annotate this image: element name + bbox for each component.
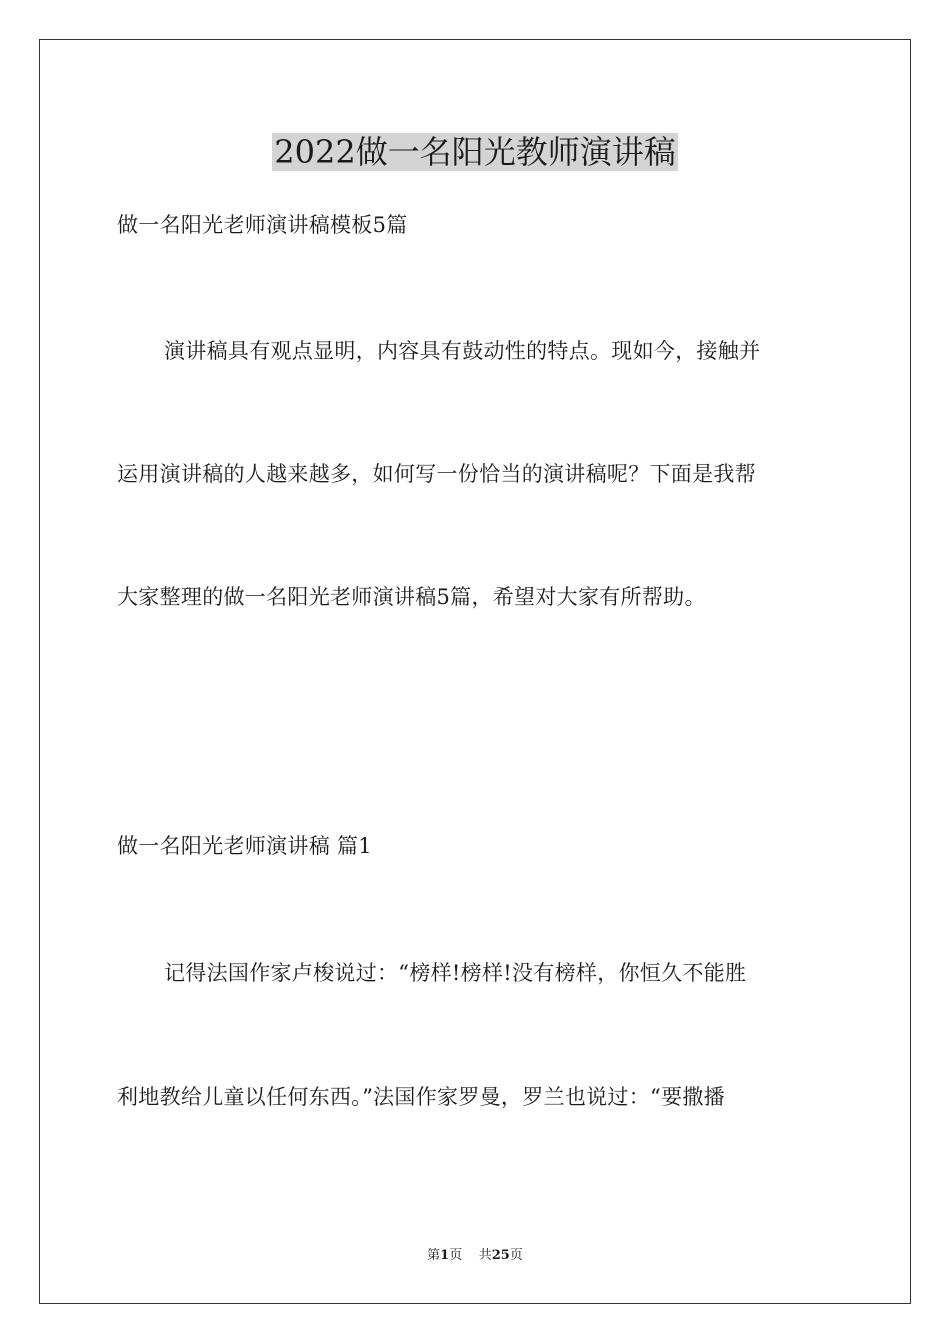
intro-paragraph-line: 演讲稿具有观点显明，内容具有鼓动性的特点。现如今，接触并 — [164, 339, 761, 363]
document-title — [0, 130, 950, 174]
document-title-text: 2022做一名阳光教师演讲稿 — [274, 133, 676, 171]
page-number: 1 — [440, 1248, 450, 1263]
total-pages: 25 — [491, 1248, 510, 1263]
total-prefix: 共 — [478, 1248, 492, 1263]
intro-paragraph-line: 运用演讲稿的人越来越多，如何写一份恰当的演讲稿呢？下面是我帮 — [117, 462, 756, 486]
page-prefix: 第 — [427, 1248, 441, 1263]
section-heading: 做一名阳光老师演讲稿 篇1 — [117, 834, 372, 858]
page-footer — [0, 1247, 950, 1265]
section-paragraph-line: 记得法国作家卢梭说过：“榜样!榜样!没有榜样，你恒久不能胜 — [164, 961, 747, 985]
total-suffix: 页 — [509, 1248, 523, 1263]
page-suffix: 页 — [449, 1248, 463, 1263]
section-paragraph-line: 利地教给儿童以任何东西。”法国作家罗曼，罗兰也说过：“要撒播 — [117, 1085, 725, 1109]
document-subtitle: 做一名阳光老师演讲稿模板5篇 — [117, 213, 408, 237]
intro-paragraph-line: 大家整理的做一名阳光老师演讲稿5篇，希望对大家有所帮助。 — [117, 585, 706, 609]
